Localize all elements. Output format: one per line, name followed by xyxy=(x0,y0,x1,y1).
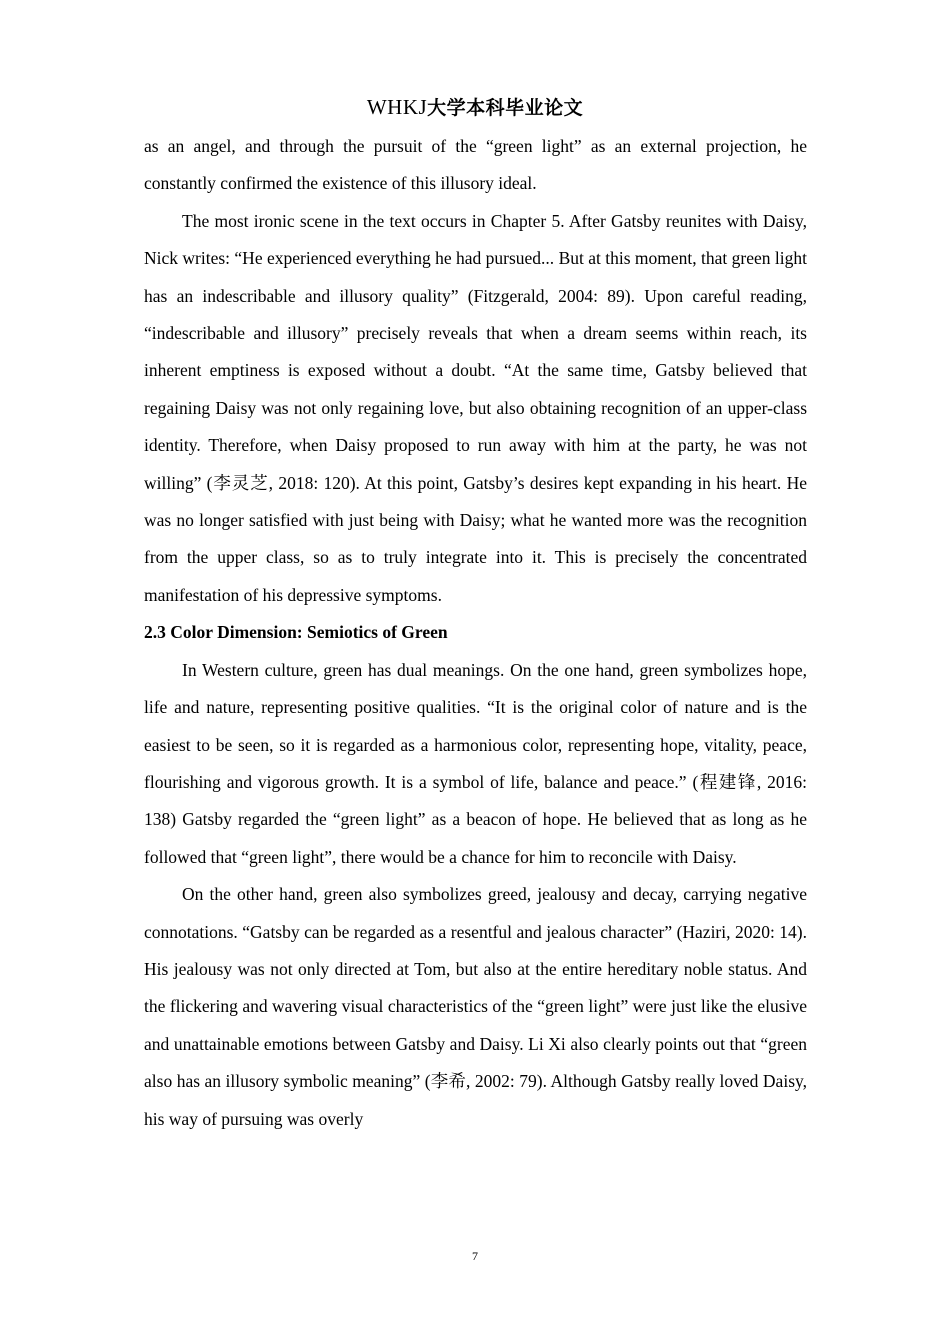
section-heading: 2.3 Color Dimension: Semiotics of Green xyxy=(144,622,448,643)
paragraph-ironic-scene: The most ironic scene in the text occurs in Chapter 5. After Gatsby reunites with Daisy, Nick writes: “He experienced everything he had pursued... But at this moment, that green light has an indescribable and illusory quality” (Fitzgerald, 2004: 89). Upon careful reading, “indescribable and illusory” precisely reveals that when a dream seems within reach, its inherent emptiness is exposed without a doubt. “At the same time, Gatsby believed that regaining Daisy was not only regaining love, but also obtaining recognition of an upper-class identity. Therefore, when Daisy proposed to run away with him at the party, he was not willing” (李灵芝, 2018: 120). At this point, Gatsby’s desires kept expanding in his heart. He was no longer satisfied with just being with Daisy; what he wanted more was the recognition from the upper class, so as to truly integrate into it. This is precisely the concentrated manifestation of his depressive symptoms. xyxy=(144,210,807,605)
paragraph-continuation: as an angel, and through the pursuit of the “green light” as an external projection, he constantly confirmed the existence of this illusory ideal. xyxy=(144,136,807,194)
document-body xyxy=(144,128,807,1138)
paragraph-western-culture: In Western culture, green has dual meanings. On the one hand, green symbolizes hope, life and nature, representing positive qualities. “It is the original color of nature and is the easiest to be seen, so it is regarded as a harmonious color, representing hope, vitality, peace, flourishing and vigorous growth. It is a symbol of life, balance and peace.” (程建锋, 2016: 138) Gatsby regarded the “green light” as a beacon of hope. He believed that as long as he followed that “green light”, there would be a chance for him to reconcile with Daisy. xyxy=(144,659,807,867)
page-number: 7 xyxy=(472,1249,478,1263)
header-latin-text: WHKJ xyxy=(366,95,428,119)
running-header xyxy=(0,92,950,123)
header-chinese-text: 大学本科毕业论文 xyxy=(427,97,584,119)
paragraph-other-hand: On the other hand, green also symbolizes greed, jealousy and decay, carrying negative connotations. “Gatsby can be regarded as a resentful and jealous character” (Haziri, 2020: 14). His jealousy was not only directed at Tom, but also at the entire hereditary noble status. And the flickering and wavering visual characteristics of the “green light” were just like the elusive and unattainable emotions between Gatsby and Daisy. Li Xi also clearly points out that “green also has an illusory symbolic meaning” (李希, 2002: 79). Although Gatsby really loved Daisy, his way of pursuing was overly xyxy=(144,884,807,1129)
